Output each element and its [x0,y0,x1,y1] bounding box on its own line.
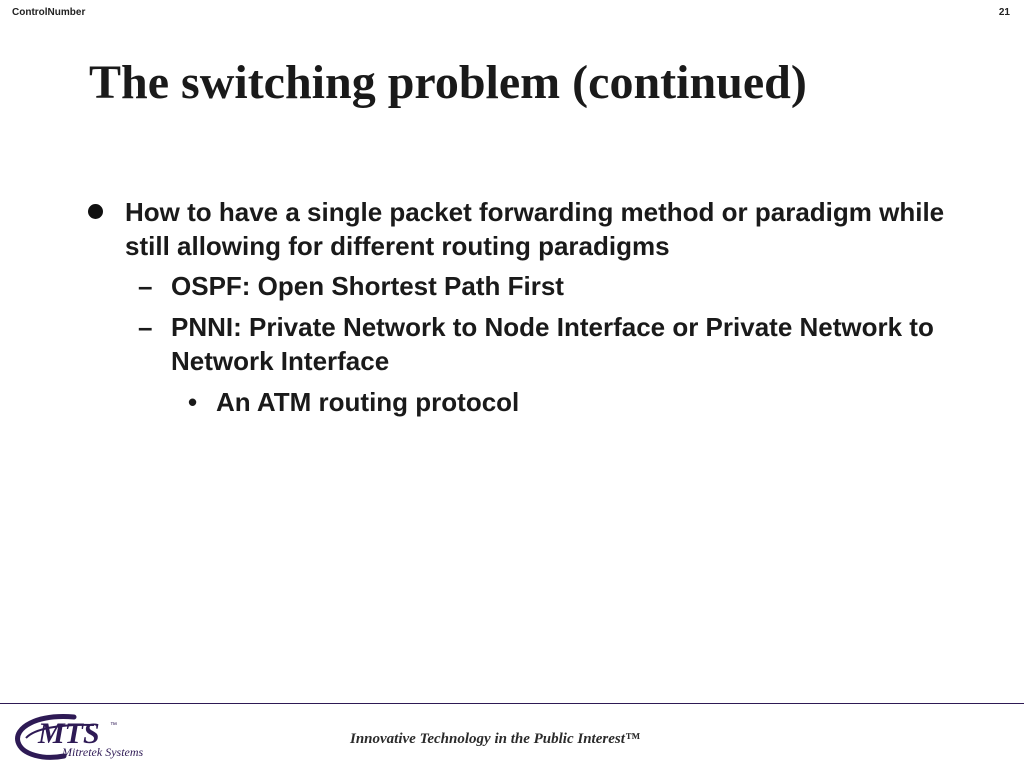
round-bullet-icon [88,204,103,219]
control-number-label: ControlNumber [12,7,86,18]
page-number: 21 [998,7,1010,18]
dash-marker: – [138,312,153,342]
slide-title: The switching problem (continued) [89,56,807,109]
logo-subtext: Mitretek Systems [62,745,144,759]
sub-bullet-item [138,310,968,378]
mitretek-logo [14,708,164,764]
sub-sub-bullet-item [188,385,968,419]
logo-trademark: ™ [110,722,117,729]
dot-marker: • [188,387,198,417]
bullet-text: How to have a single packet forwarding method or paradigm while still allowing for different routing paradigms [125,197,945,261]
bullet-item [88,195,968,263]
sub-bullet-text: PNNI: Private Network to Node Interface or Private Network to Network Interface [171,312,934,376]
sub-bullet-item [138,269,968,303]
logo-wordmark: MTS [38,717,100,750]
sub-sub-bullet-text: An ATM routing protocol [216,387,520,417]
dash-marker: – [138,271,153,301]
footer-divider [0,703,1024,704]
sub-bullet-text: OSPF: Open Shortest Path First [171,271,564,301]
footer-tagline: Innovative Technology in the Public Interest™ [350,731,640,747]
